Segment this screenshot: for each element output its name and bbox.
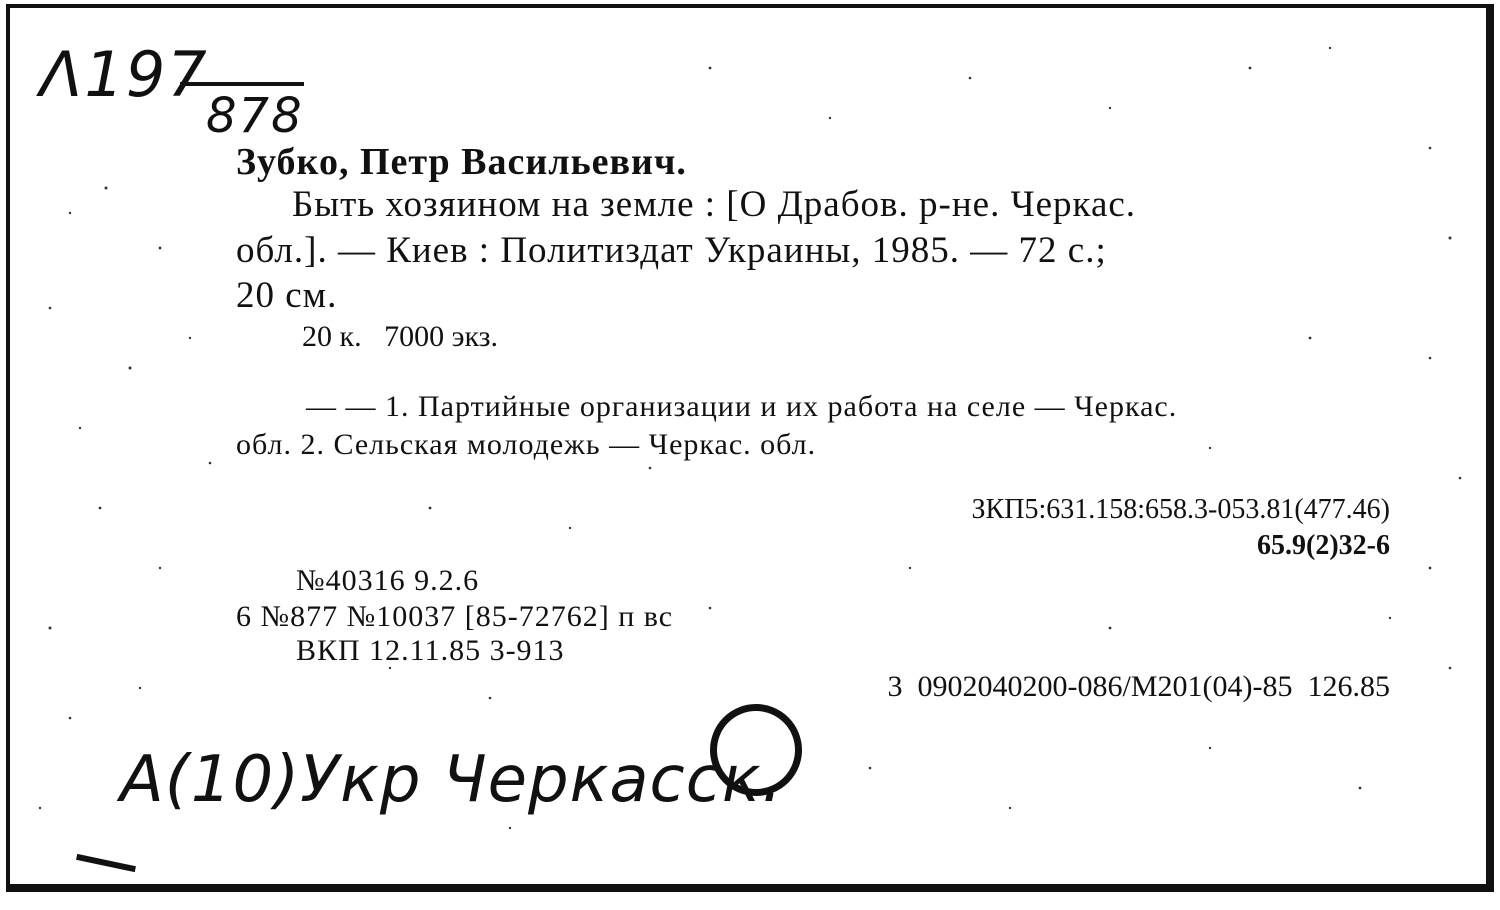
subject-line-2: обл. 2. Сельская молодежь — Черкас. обл.: [236, 428, 817, 461]
title-line-1: Быть хозяином на земле : [О Драбов. р-не. Черкас.: [292, 184, 1137, 225]
registry-line-1: №40316 9.2.6: [296, 564, 480, 597]
isbn-line: 3 0902040200-086/М201(04)-85 126.85: [887, 670, 1390, 703]
registry-line-2: 6 №877 №10037 [85-72762] п вс: [236, 600, 674, 633]
handwritten-shelf-note: А(10)Укр Черкасск.: [120, 743, 783, 817]
classification-code-1: ЗКП5:631.158:658.3-053.81(477.46): [971, 494, 1390, 525]
pen-dash-mark: [76, 854, 136, 872]
title-line-2: обл.]. — Киев : Политиздат Украины, 1985. — 72 с.;: [236, 230, 1107, 271]
classification-code-2: 65.9(2)32-6: [1257, 530, 1390, 561]
registry-line-3: ВКП 12.11.85 3-913: [296, 634, 565, 667]
call-number-main: Λ197: [40, 38, 209, 111]
author-heading: Зубко, Петр Васильевич.: [236, 141, 687, 183]
title-line-3: 20 см.: [236, 275, 338, 316]
price-line: 20 к. 7000 экз.: [302, 320, 498, 353]
subject-line-1: — — 1. Партийные организации и их работа на селе — Черкас.: [306, 390, 1178, 423]
catalog-card: [6, 4, 1494, 892]
call-number-sub: 878: [180, 82, 304, 144]
